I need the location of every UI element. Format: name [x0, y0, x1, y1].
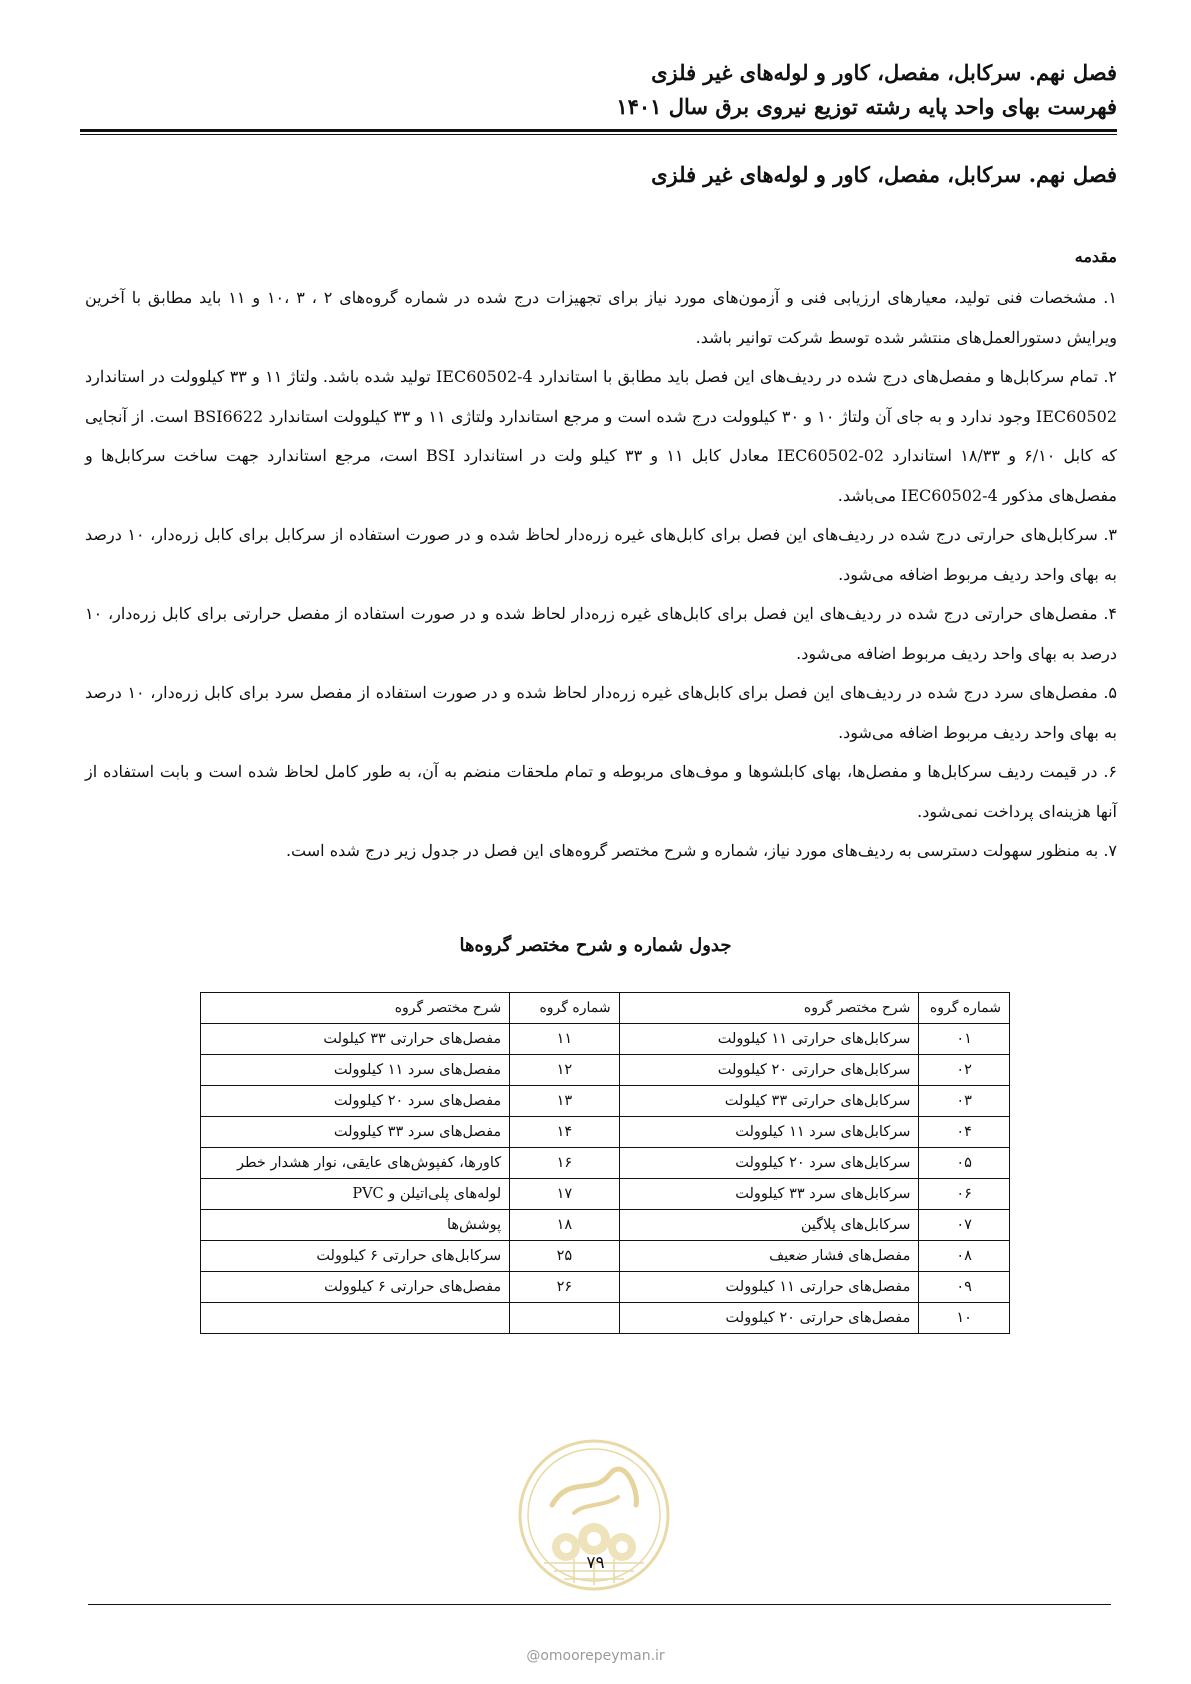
cell-group-number: ۱۰ [919, 1303, 1010, 1334]
cell-group-description: سرکابل‌های حرارتی ۶ کیلوولت [201, 1241, 510, 1272]
paragraph-7: ۷. به منظور سهولت دسترسی به ردیف‌های مورد نیاز، شماره و شرح مختصر گروه‌های این فصل در جدول زیر درج شده است. [285, 841, 1117, 860]
table-row [201, 1179, 1010, 1210]
cell-group-description: سرکابل‌های پلاگین [619, 1210, 919, 1241]
table-row [201, 1055, 1010, 1086]
cell-group-description: سرکابل‌های حرارتی ۱۱ کیلوولت [619, 1024, 919, 1055]
cell-group-number: ۲۵ [510, 1241, 619, 1272]
header-chapter-line: فصل نهم. سرکابل، مفصل، کاور و لوله‌های غیر فلزی [651, 60, 1117, 85]
groups-table [200, 992, 1010, 1334]
cell-group-number: ۰۹ [919, 1272, 1010, 1303]
cell-group-number: ۰۱ [919, 1024, 1010, 1055]
cell-group-number: ۰۲ [919, 1055, 1010, 1086]
table-title: جدول شماره و شرح مختصر گروه‌ها [459, 935, 732, 956]
cell-group-description: مفصل‌های فشار ضعیف [619, 1241, 919, 1272]
table-header-row [201, 993, 1010, 1024]
cell-group-number: ۱۸ [510, 1210, 619, 1241]
cell-group-number [510, 1303, 619, 1334]
cell-group-number: ۱۷ [510, 1179, 619, 1210]
footer-site-watermark: @omoorepeyman.ir [526, 1648, 665, 1664]
cell-group-number: ۰۷ [919, 1210, 1010, 1241]
cell-group-description: سرکابل‌های سرد ۳۳ کیلوولت [619, 1179, 919, 1210]
table-row [201, 1272, 1010, 1303]
cell-group-number: ۲۶ [510, 1272, 619, 1303]
cell-group-number: ۱۲ [510, 1055, 619, 1086]
cell-group-description: مفصل‌های حرارتی ۲۰ کیلوولت [619, 1303, 919, 1334]
cell-group-number: ۱۶ [510, 1148, 619, 1179]
intro-paragraphs [85, 278, 1117, 871]
cell-group-description: مفصل‌های حرارتی ۶ کیلوولت [201, 1272, 510, 1303]
cell-group-number: ۰۸ [919, 1241, 1010, 1272]
cell-group-description: سرکابل‌های حرارتی ۲۰ کیلوولت [619, 1055, 919, 1086]
table-row [201, 1241, 1010, 1272]
table-row [201, 1024, 1010, 1055]
cell-group-description: مفصل‌های سرد ۳۳ کیلوولت [201, 1117, 510, 1148]
chapter-title: فصل نهم. سرکابل، مفصل، کاور و لوله‌های غیر فلزی [651, 162, 1117, 187]
cell-group-description: سرکابل‌های حرارتی ۳۳ کیلولت [619, 1086, 919, 1117]
paragraph-4: ۴. مفصل‌های حرارتی درج شده در ردیف‌های این فصل برای کابل‌های غیره زره‌دار لحاظ شده و در صورت استفاده از مفصل حرارتی برای کابل زره‌دار، ۱۰ درصد به بهای واحد ردیف مربوط اضافه می‌شود. [85, 604, 1117, 663]
header-group-number: شماره گروه [510, 993, 619, 1024]
cell-group-description: لوله‌های پلی‌اتیلن و PVC [201, 1179, 510, 1210]
header-catalog-line: فهرست بهای واحد پایه رشته توزیع نیروی برق سال ۱۴۰۱ [616, 94, 1117, 119]
table-row [201, 1086, 1010, 1117]
table-row [201, 1210, 1010, 1241]
table-row [201, 1148, 1010, 1179]
cell-group-description: سرکابل‌های سرد ۱۱ کیلوولت [619, 1117, 919, 1148]
cell-group-description: مفصل‌های حرارتی ۳۳ کیلولت [201, 1024, 510, 1055]
header-rule-thin [80, 134, 1117, 135]
intro-heading: مقدمه [1074, 247, 1117, 266]
cell-group-description [201, 1303, 510, 1334]
cell-group-number: ۰۳ [919, 1086, 1010, 1117]
paragraph-2: ۲. تمام سرکابل‌ها و مفصل‌های درج شده در ردیف‌های این فصل باید مطابق با استاندارد IEC60502-4 تولید شده باشد. ولتاژ ۱۱ و ۳۳ کیلوولت در استاندارد IEC60502 وجود ندارد و به جای آن ولتاژ ۱۰ و ۳۰ کیلوولت درج شده است و مرجع استاندارد ولتاژی ۱۱ و ۳۳ کیلوولت استاندارد BSI6622 است. از آنجایی که کابل ۶/۱۰ و ۱۸/۳۳ استاندارد IEC60502-02 معادل کابل ۱۱ و ۳۳ کیلو ولت در استاندارد BSI است، مرجع استاندارد جهت ساخت سرکابل‌ها و مفصل‌های مذکور IEC60502-4 می‌باشد. [85, 367, 1118, 505]
cell-group-description: سرکابل‌های سرد ۲۰ کیلوولت [619, 1148, 919, 1179]
cell-group-number: ۰۵ [919, 1148, 1010, 1179]
footer-rule [88, 1604, 1111, 1605]
header-rule-thick [80, 129, 1117, 132]
paragraph-6: ۶. در قیمت ردیف سرکابل‌ها و مفصل‌ها، بهای کابلشوها و موف‌های مربوطه و تمام ملحقات منضم به آن، به طور کامل لحاظ شده است و بابت استفاده از آنها هزینه‌ای پرداخت نمی‌شود. [85, 762, 1117, 821]
cell-group-description: مفصل‌های حرارتی ۱۱ کیلوولت [619, 1272, 919, 1303]
cell-group-description: پوشش‌ها [201, 1210, 510, 1241]
header-group-description: شرح مختصر گروه [201, 993, 510, 1024]
cell-group-number: ۱۴ [510, 1117, 619, 1148]
paragraph-5: ۵. مفصل‌های سرد درج شده در ردیف‌های این فصل برای کابل‌های غیره زره‌دار لحاظ شده و در صورت استفاده از مفصل سرد برای کابل زره‌دار، ۱۰ درصد به بهای واحد ردیف مربوط اضافه می‌شود. [85, 683, 1117, 742]
table-body [201, 1024, 1010, 1334]
page-number: ۷۹ [586, 1553, 605, 1573]
cell-group-description: مفصل‌های سرد ۱۱ کیلوولت [201, 1055, 510, 1086]
header-group-description: شرح مختصر گروه [619, 993, 919, 1024]
cell-group-number: ۱۱ [510, 1024, 619, 1055]
page-header [80, 56, 1117, 124]
cell-group-number: ۰۴ [919, 1117, 1010, 1148]
table-row [201, 1117, 1010, 1148]
paragraph-1: ۱. مشخصات فنی تولید، معیارهای ارزیابی فنی و آزمون‌های مورد نیاز برای تجهیزات درج شده در شماره گروه‌های ۲ ، ۳ ،۱۰ و ۱۱ باید مطابق با آخرین ویرایش دستورالعمل‌های منتشر شده توسط شرکت توانیر باشد. [85, 288, 1117, 347]
paragraph-3: ۳. سرکابل‌های حرارتی درج شده در ردیف‌های این فصل برای کابل‌های غیره زره‌دار لحاظ شده و در صورت استفاده از سرکابل برای کابل زره‌دار، ۱۰ درصد به بهای واحد ردیف مربوط اضافه می‌شود. [85, 525, 1118, 584]
cell-group-description: مفصل‌های سرد ۲۰ کیلوولت [201, 1086, 510, 1117]
table-row [201, 1303, 1010, 1334]
cell-group-number: ۰۶ [919, 1179, 1010, 1210]
cell-group-number: ۱۳ [510, 1086, 619, 1117]
cell-group-description: کاورها، کفپوش‌های عایقی، نوار هشدار خطر [201, 1148, 510, 1179]
header-group-number: شماره گروه [919, 993, 1010, 1024]
